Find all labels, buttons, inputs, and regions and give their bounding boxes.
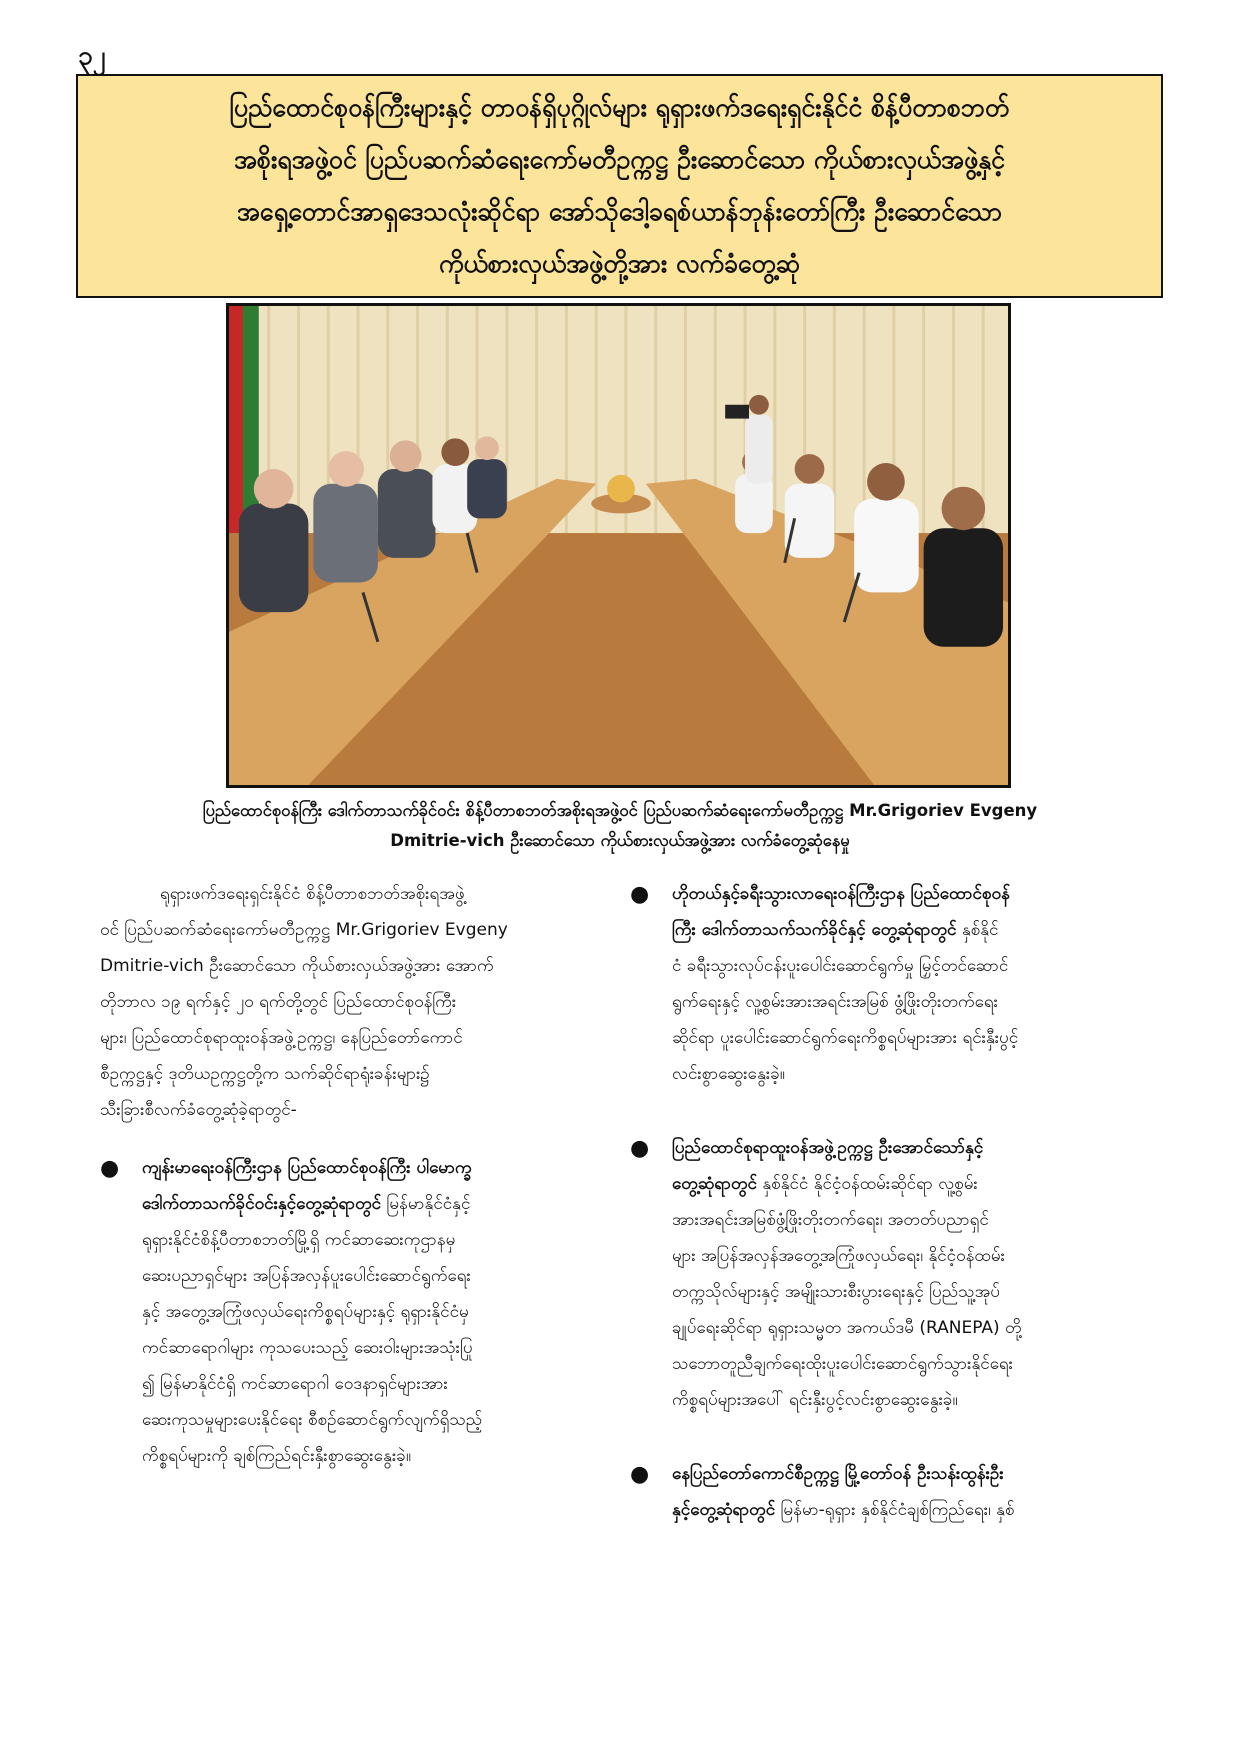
bullet-text: နှစ်နိုင်ငံ နိုင်ငံ့ဝန်ထမ်းဆိုင်ရာ လူ့စွမ်း [756,1174,978,1194]
bullet-line [672,1274,1150,1310]
bullet-line [142,1366,608,1402]
intro-paragraph [100,876,608,1128]
bullet-bold-text: ကျန်းမာရေးဝန်ကြီးဌာန ပြည်ထောင်စုဝန်ကြီး ပါမောက္ခ [142,1158,472,1178]
bullet-item-hotels-tourism [630,876,1150,1092]
bullet-line [672,912,1150,948]
bullet-bold-text: နှင့်တွေ့ဆုံရာတွင် [672,1500,776,1520]
bullet-line [142,1186,608,1222]
bullet-line [672,1492,1150,1528]
bullet-text: နှင့် အတွေ့အကြုံဖလှယ်ရေးကိစ္စရပ်များနှင့် ရုရှားနိုင်ငံမှ [142,1302,469,1322]
bullet-line [142,1150,608,1186]
headline-box [76,74,1163,298]
photo-caption [70,796,1170,856]
bullet-text: ချုပ်ရေးဆိုင်ရာ ရုရှားသမ္မတ အကယ်ဒမီ (RANEPA) တို့ [672,1318,1022,1338]
intro-line: Dmitrie-vich ဦးဆောင်သော ကိုယ်စားလှယ်အဖွဲ့အား အောက် [100,956,494,976]
intro-line: များ၊ ပြည်ထောင်စုရာထူးဝန်အဖွဲ့ဥက္ကဋ္ဌ၊ နေပြည်တော်ကောင် [100,1028,463,1048]
flag-stripe [229,306,243,533]
bullet-dot-icon: ● [630,1462,650,1487]
bullet-line [672,1382,1150,1418]
intro-line: တိုဘာလ ၁၉ ရက်နှင့် ၂၀ ရက်တို့တွင် ပြည်ထောင်စုဝန်ကြီး [100,992,457,1012]
intro-line: စီဥက္ကဋ္ဌနှင့် ဒုတိယဥက္ကဋ္ဌတို့က သက်ဆိုင်ရာရုံးခန်းများ၌ [100,1064,430,1084]
left-column [100,876,608,1474]
bullet-text: များ အပြန်အလှန်အတွေ့အကြုံဖလှယ်ရေး၊ နိုင်ငံ့ဝန်ထမ်း [672,1246,1005,1266]
bullet-line [142,1222,608,1258]
bullet-bold-text: နေပြည်တော်ကောင်စီဥက္ကဋ္ဌ မြို့တော်ဝန် ဦးသန်းထွန်းဦး [672,1464,1004,1484]
bullet-line [672,876,1150,912]
intro-line: ရုရှားဖက်ဒရေးရှင်းနိုင်ငံ စိန့်ပီတာစဘတ်အစိုးရအဖွဲ့ [160,884,465,904]
bullet-text: လင်းစွာဆွေးနွေးခဲ့။ [672,1064,785,1084]
bullet-line [672,984,1150,1020]
bullet-text: ရွက်ရေးနှင့် လူ့စွမ်းအားအရင်းအမြစ် ဖွံ့ဖြိုးတိုးတက်ရေး [672,992,998,1012]
bullet-text: မြန်မာ-ရုရှား နှစ်နိုင်ငံချစ်ကြည်ရေး၊ နှစ် [775,1500,1015,1520]
bullet-bold-text: ကြီး ဒေါက်တာသက်သက်ခိုင်နှင့် တွေ့ဆုံရာတွင် [672,920,957,940]
bullet-item-civil-service [630,1130,1150,1418]
bullet-text: ဆိုင်ရာ ပူးပေါင်းဆောင်ရွက်ရေးကိစ္စရပ်များအား ရင်းနှီးပွင့် [672,1028,1019,1048]
page-number: ၃၂ [78,41,106,71]
bullet-text: ကိစ္စရပ်များကို ချစ်ကြည်ရင်းနှီးစွာဆွေးနွေးခဲ့။ [142,1446,411,1466]
bullet-line [672,1020,1150,1056]
intro-line: သီးခြားစီလက်ခံတွေ့ဆုံခဲ့ရာတွင်- [100,1100,297,1120]
headline-line: အရှေ့တောင်အာရှဒေသလုံးဆိုင်ရာ အော်သိုဒေါ့ခရစ်ယာန်ဘုန်းတော်ကြီး ဦးဆောင်သော [236,197,1003,226]
bullet-text: တက္ကသိုလ်များနှင့် အမျိုးသားစီးပွားရေးနှင့် ပြည်သူ့အုပ် [672,1282,1000,1302]
meeting-photo-illustration [229,306,1008,785]
bullet-line [672,1238,1150,1274]
intro-line: ဝင် ပြည်ပဆက်ဆံရေးကော်မတီဥက္ကဋ္ဌ Mr.Grigoriev Evgeny [100,920,508,940]
bullet-text: ၍ မြန်မာနိုင်ငံရှိ ကင်ဆာရောဂါ ဝေဒနာရှင်များအား [142,1374,448,1394]
bullet-line [672,1202,1150,1238]
bullet-text: ကိစ္စရပ်များအပေါ် ရင်းနှီးပွင့်လင်းစွာဆွေးနွေးခဲ့။ [672,1390,958,1410]
bullet-line [142,1330,608,1366]
bullet-text: ဆေးကုသမှုများပေးနိုင်ရေး စီစဉ်ဆောင်ရွက်လျက်ရှိသည့် [142,1410,483,1430]
bullet-item-naypyitaw-council [630,1456,1150,1528]
headline-line: ကိုယ်စားလှယ်အဖွဲ့တို့အား လက်ခံတွေ့ဆုံ [438,249,801,278]
bullet-line [672,1456,1150,1492]
bullet-line [672,1130,1150,1166]
bullet-text: သဘောတူညီချက်ရေးထိုးပူးပေါင်းဆောင်ရွက်သွားနိုင်ရေး [672,1354,1013,1374]
bullet-bold-text: ပြည်ထောင်စုရာထူးဝန်အဖွဲ့ဥက္ကဋ္ဌ ဦးအောင်သော်နှင့် [672,1138,984,1158]
headline-line: အစိုးရအဖွဲ့ဝင် ပြည်ပဆက်ဆံရေးကော်မတီဥက္ကဋ္ဌ ဦးဆောင်သော ကိုယ်စားလှယ်အဖွဲ့နှင့် [233,145,1006,174]
headline-line: ပြည်ထောင်စုဝန်ကြီးများနှင့် တာဝန်ရှိပုဂ္ဂိုလ်များ ရုရှားဖက်ဒရေးရှင်းနိုင်ငံ စိန့်ပီတာစဘတ် [229,93,1010,122]
bullet-dot-icon: ● [100,1156,120,1181]
meeting-photo [226,303,1011,788]
bullet-line [142,1402,608,1438]
bullet-line [672,948,1150,984]
bullet-text: အားအရင်းအမြစ်ဖွံ့ဖြိုးတိုးတက်ရေး၊ အတတ်ပညာရှင် [672,1210,989,1230]
bullet-line [672,1166,1150,1202]
bullet-dot-icon: ● [630,1136,650,1161]
bullet-line [672,1310,1150,1346]
bullet-bold-text: တွေ့ဆုံရာတွင် [672,1174,757,1194]
caption-line: ပြည်ထောင်စုဝန်ကြီး ဒေါက်တာသက်ခိုင်ဝင်း စိန့်ပီတာစဘတ်အစိုးရအဖွဲ့ဝင် ပြည်ပဆက်ဆံရေးကော်မတီဥက္ကဋ္ဌ Mr.Grigoriev Evgeny [202,801,1038,820]
bullet-dot-icon: ● [630,882,650,907]
caption-line: Dmitrie-vich ဦးဆောင်သော ကိုယ်စားလှယ်အဖွဲ့အား လက်ခံတွေ့ဆုံနေမှု [390,831,850,850]
bullet-text: ရုရှားနိုင်ငံစိန့်ပီတာစဘတ်မြို့ရှိ ကင်ဆာဆေးကုဌာနမှ [142,1230,456,1250]
bullet-line [142,1258,608,1294]
flower-arrangement [607,475,635,503]
bullet-line [142,1294,608,1330]
bullet-text: မြန်မာနိုင်ငံနှင့် [381,1194,471,1214]
bullet-line [672,1056,1150,1092]
bullet-bold-text: ဟိုတယ်နှင့်ခရီးသွားလာရေးဝန်ကြီးဌာန ပြည်ထောင်စုဝန် [672,884,1010,904]
bullet-text: ဆေးပညာရှင်များ အပြန်အလှန်ပူးပေါင်းဆောင်ရွက်ရေး [142,1266,471,1286]
bullet-text: ကင်ဆာရောဂါများ ကုသပေးသည့် ဆေးဝါးများအသုံးပြု [142,1338,473,1358]
bullet-line [672,1346,1150,1382]
right-column [630,876,1150,1528]
bullet-line [142,1438,608,1474]
bullet-bold-text: ဒေါက်တာသက်ခိုင်ဝင်းနှင့်တွေ့ဆုံရာတွင် [142,1194,382,1214]
bullet-text: ငံ ခရီးသွားလုပ်ငန်းပူးပေါင်းဆောင်ရွက်မှု မြှင့်တင်ဆောင် [672,956,1009,976]
bullet-item-health-ministry [100,1150,608,1474]
bullet-text: နှစ်နိုင် [956,920,999,940]
